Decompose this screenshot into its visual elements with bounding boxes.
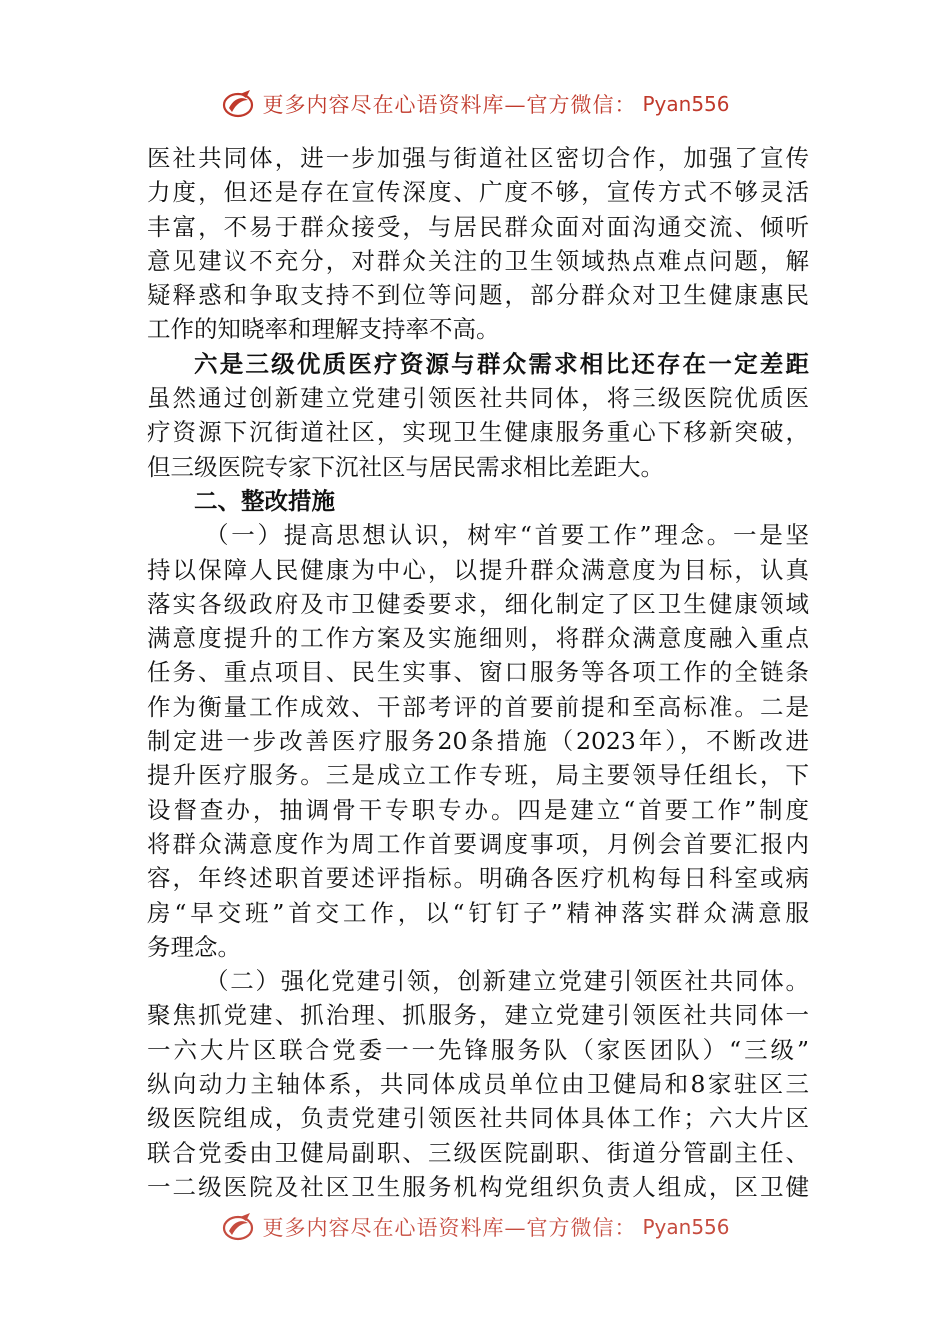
footer-watermark-banner <box>0 1201 950 1241</box>
document-body <box>147 141 809 1204</box>
body-line: 容，年终述职首要述评指标。明确各医疗机构每日科室或病 <box>147 864 809 893</box>
body-line: 务理念。 <box>147 932 241 961</box>
body-line: 力度，但还是存在宣传深度、广度不够，宣传方式不够灵活 <box>147 178 809 207</box>
body-line: 联合党委由卫健局副职、三级医院副职、街道分管副主任、 <box>147 1138 809 1167</box>
body-line: （一）提高思想认识，树牢“首要工作”理念。一是坚 <box>205 521 809 550</box>
body-line: 落实各级政府及市卫健委要求，细化制定了区卫生健康领域 <box>147 589 809 618</box>
body-line: 工作的知晓率和理解支持率不高。 <box>147 315 500 344</box>
brand-logo-icon <box>220 88 256 120</box>
body-line: 疗资源下沉街道社区，实现卫生健康服务重心下移新突破， <box>147 418 809 447</box>
body-line: 一六大片区联合党委一一先锋服务队（家医团队）“三级” <box>147 1035 809 1064</box>
body-line: 持以保障人民健康为中心，以提升群众满意度为目标，认真 <box>147 555 809 584</box>
body-line: 医社共同体，进一步加强与街道社区密切合作，加强了宣传 <box>147 144 809 172</box>
body-line: 作为衡量工作成效、干部考评的首要前提和至高标准。二是 <box>147 692 809 721</box>
section-heading-rectification: 二、整改措施 <box>194 486 335 515</box>
body-line: 意见建议不充分，对群众关注的卫生领域热点难点问题，解 <box>147 246 809 275</box>
body-line: 将群众满意度作为周工作首要调度事项，月例会首要汇报内 <box>147 829 809 858</box>
body-line: 纵向动力主轴体系，共同体成员单位由卫健局和8家驻区三 <box>147 1070 809 1099</box>
body-line: 提升医疗服务。三是成立工作专班，局主要领导任组长，下 <box>147 761 809 790</box>
footer-banner-text: 更多内容尽在心语资料库—官方微信： <box>262 1216 637 1240</box>
footer-banner-id: Pyan556 <box>642 1215 730 1239</box>
body-line: 任务、重点项目、民生实事、窗口服务等各项工作的全链条 <box>147 658 809 687</box>
body-line: 一二级医院及社区卫生服务机构党组织负责人组成，区卫健 <box>147 1172 809 1201</box>
body-line: 聚焦抓党建、抓治理、抓服务，建立党建引领医社共同体一 <box>147 1001 809 1030</box>
body-line: 制定进一步改善医疗服务20条措施（2023年），不断改进 <box>147 727 809 756</box>
body-line: 但三级医院专家下沉社区与居民需求相比差距大。 <box>147 452 664 481</box>
section-heading-party-building: （二）强化党建引领，创新建立党建引领医社共同体。 <box>205 967 809 996</box>
body-line: 房“早交班”首交工作，以“钉钉子”精神落实群众满意服 <box>147 898 809 927</box>
brand-logo-icon <box>220 1211 256 1241</box>
body-line: 满意度提升的工作方案及实施细则，将群众满意度融入重点 <box>147 624 809 653</box>
header-banner-text: 更多内容尽在心语资料库—官方微信： <box>262 93 637 117</box>
header-watermark-banner <box>0 84 950 124</box>
body-line: 级医院组成，负责党建引领医社共同体具体工作；六大片区 <box>147 1104 809 1133</box>
header-banner-id: Pyan556 <box>642 92 730 116</box>
body-line: 疑释惑和争取支持不到位等问题，部分群众对卫生健康惠民 <box>147 281 809 310</box>
body-line: 虽然通过创新建立党建引领医社共同体，将三级医院优质医 <box>147 384 809 413</box>
section-heading-six: 六是三级优质医疗资源与群众需求相比还存在一定差距 <box>194 349 809 378</box>
body-line: 设督查办，抽调骨干专职专办。四是建立“首要工作”制度 <box>147 795 809 824</box>
body-line: 丰富，不易于群众接受，与居民群众面对面沟通交流、倾听 <box>147 212 809 241</box>
